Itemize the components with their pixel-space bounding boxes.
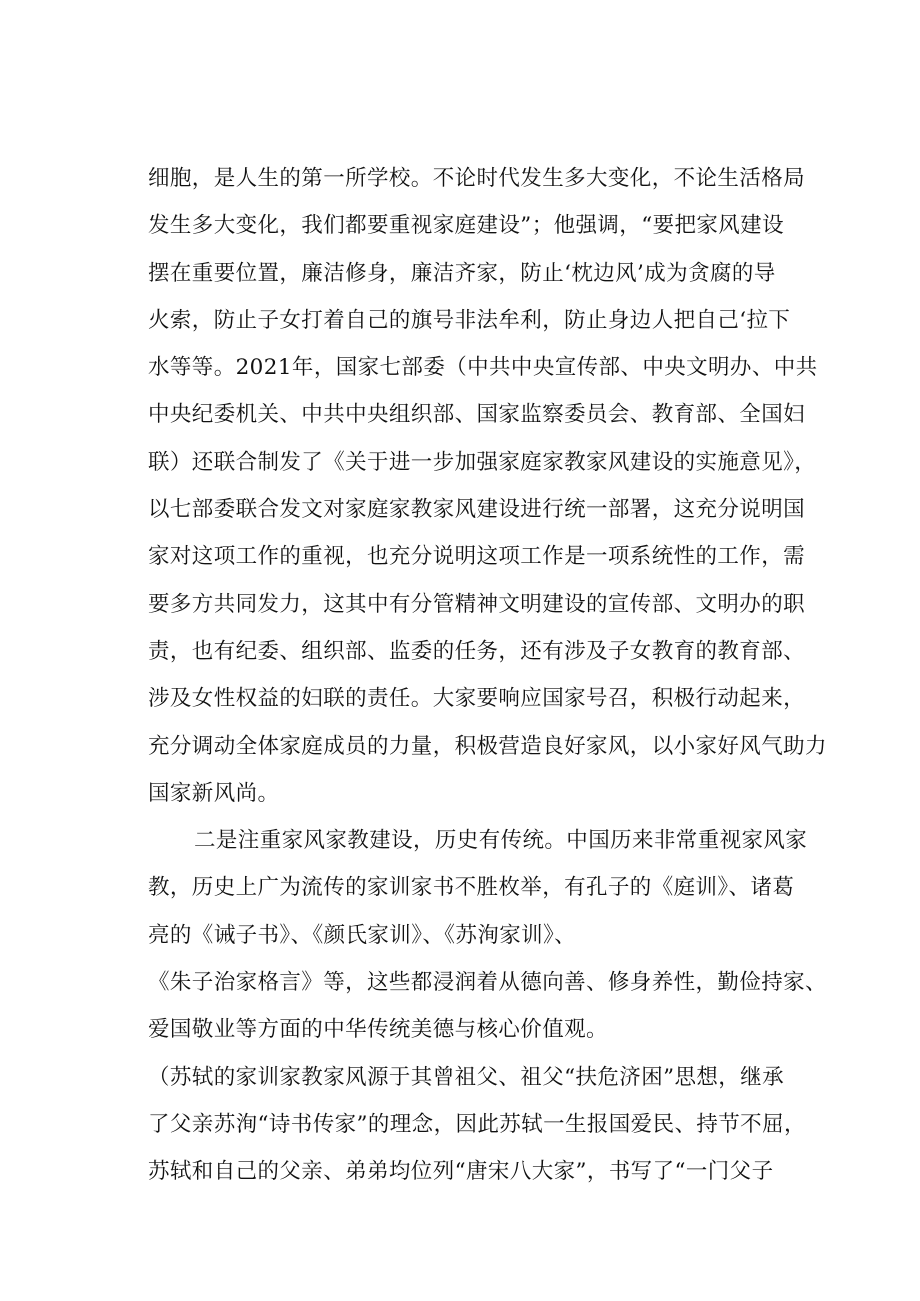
text-line: 中央纪委机关、中共中央组织部、国家监察委员会、教育部、全国妇 xyxy=(148,402,806,428)
text-line: 亮的《诫子书》、《颜氏家训》、《苏洵家训》、 xyxy=(148,922,577,948)
text-line: 了父亲苏洵“诗书传家”的理念，因此苏轼一生报国爱民、持节不屈， xyxy=(148,1111,806,1137)
text-line: 联）还联合制发了《关于进一步加强家庭家教家风建设的实施意见》， xyxy=(148,449,817,475)
text-line: 国家新风尚。 xyxy=(148,780,280,806)
text-line: 爱国敬业等方面的中华传统美德与核心价值观。 xyxy=(148,1017,608,1043)
text-line: 火索，防止子女打着自己的旗号非法牟利，防止身边人把自己‘拉下 xyxy=(148,307,791,333)
text-line: 教，历史上广为流传的家训家书不胜枚举，有孔子的《庭训》、诸葛 xyxy=(148,875,795,901)
text-line: 《朱子治家格言》等，这些都浸润着从德向善、修身养性，勤俭持家、 xyxy=(148,970,827,996)
text-line: 要多方共同发力，这其中有分管精神文明建设的宣传部、文明办的职 xyxy=(148,591,806,617)
text-line: 以七部委联合发文对家庭家教家风建设进行统一部署，这充分说明国 xyxy=(148,497,806,523)
text-line: 摆在重要位置，廉洁修身，廉洁齐家，防止‘枕边风’成为贪腐的导 xyxy=(148,260,776,286)
text-line: 发生多大变化，我们都要重视家庭建设”；他强调，“要把家风建设 xyxy=(148,213,784,239)
paragraph-start-line: 二是注重家风家教建设，历史有传统。中国历来非常重视家风家 xyxy=(194,828,808,854)
text-line: 苏轼和自己的父亲、弟弟均位列“唐宋八大家”，书写了“一门父子 xyxy=(148,1159,774,1185)
text-line: 充分调动全体家庭成员的力量，积极营造良好家风，以小家好风气助力 xyxy=(148,733,827,759)
body-text xyxy=(148,155,827,1196)
text-line: 涉及女性权益的妇联的责任。大家要响应国家号召，积极行动起来， xyxy=(148,686,806,712)
text-line: 水等等。2021年，国家七部委（中共中央宣传部、中央文明办、中共 xyxy=(148,355,818,381)
text-line: 细胞，是人生的第一所学校。不论时代发生多大变化，不论生活格局 xyxy=(148,166,806,191)
paragraph-start-line: （苏轼的家训家教家风源于其曾祖父、祖父“扶危济困”思想，继承 xyxy=(148,1064,784,1090)
text-line: 家对这项工作的重视，也充分说明这项工作是一项系统性的工作，需 xyxy=(148,544,806,570)
text-line: 责，也有纪委、组织部、监委的任务，还有涉及子女教育的教育部、 xyxy=(148,638,806,664)
